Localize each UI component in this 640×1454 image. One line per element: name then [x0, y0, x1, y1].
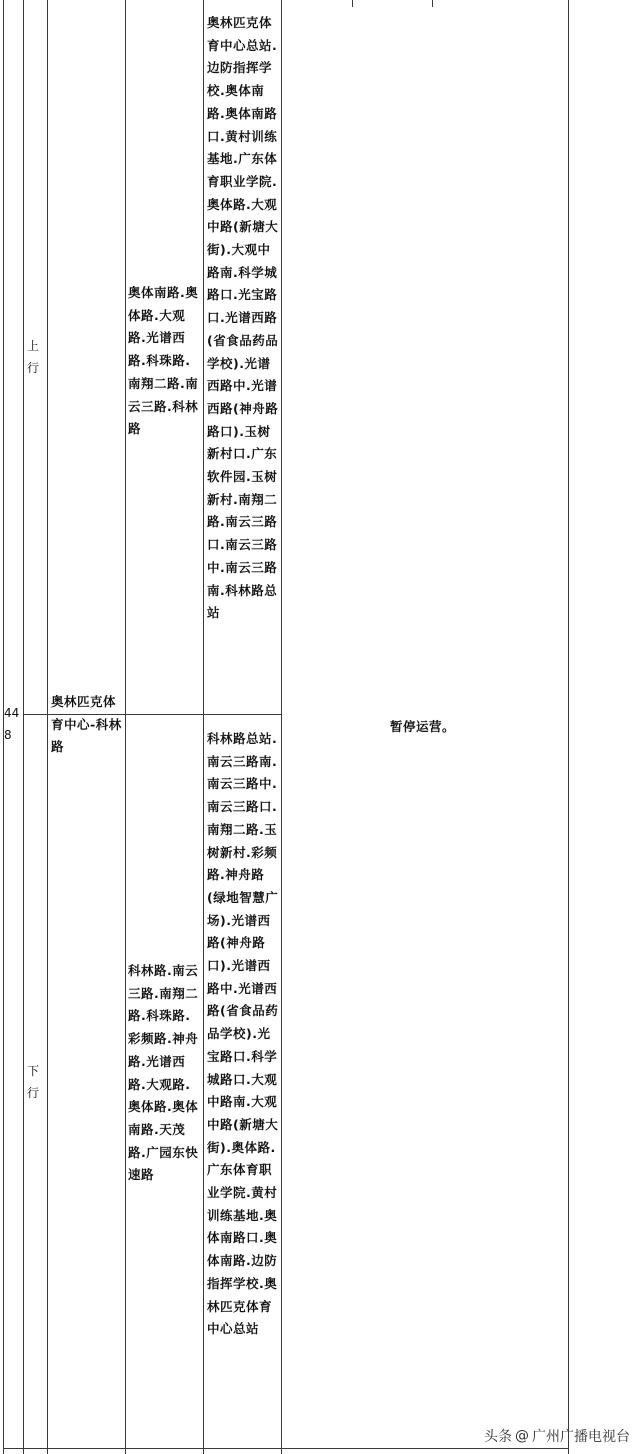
grid-line	[23, 0, 24, 1454]
up-roads: 奥体南路.奥体路.大观路.光谱西路.科珠路.南翔二路.南云三路.科林路	[128, 285, 199, 437]
at-icon: @	[515, 1428, 529, 1444]
watermark-brand: 头条	[484, 1429, 512, 1445]
grid-line	[203, 0, 204, 1454]
route-name: 奥林匹克体育中心-科林路	[51, 694, 122, 755]
grid-line	[352, 0, 353, 7]
grid-line	[568, 0, 569, 1454]
watermark-handle: 广州广播电视台	[532, 1429, 630, 1445]
grid-line	[125, 0, 126, 1454]
down-roads: 科林路.南云三路.南翔二路.科珠路.彩频路.神舟路.光谱西路.大观路.奥体路.奥体南路.天茂路.广园东快速路	[128, 963, 199, 1183]
grid-line	[432, 0, 433, 7]
direction-up-label: 上行	[27, 339, 40, 375]
grid-line	[47, 0, 48, 1454]
grid-line	[3, 1448, 568, 1449]
grid-line	[281, 0, 282, 1454]
status-text: 暂停运营。	[390, 719, 456, 734]
down-stops: 科林路总站.南云三路南.南云三路中.南云三路口.南翔二路.玉树新村.彩频路.神舟路(绿地智慧广场).光谱西路(神舟路口).光谱西路中.光谱西路(省食品药品学校).光宝路口.科学城路口.大观中路南.大观中路(新塘大街).奥体路.广东体育职业学院.黄村训练基地.奥体南路口.奥体南路.边防指挥学校.奥林匹克体育中心总站	[207, 731, 279, 1337]
watermark	[484, 1426, 630, 1446]
direction-down-label: 下行	[27, 1064, 40, 1100]
route-number: 448	[4, 706, 20, 742]
up-stops: 奥林匹克体育中心总站.边防指挥学校.奥体南路.奥体南路口.黄村训练基地.广东体育职业学院.奥体路.大观中路(新塘大街).大观中路南.科学城路口.光宝路口.光谱西路(省食品药品学校).光谱西路中.光谱西路(神舟路路口).玉树新村口.广东软件园.玉树新村.南翔二路.南云三路口.南云三路中.南云三路南.科林路总站	[207, 15, 279, 621]
